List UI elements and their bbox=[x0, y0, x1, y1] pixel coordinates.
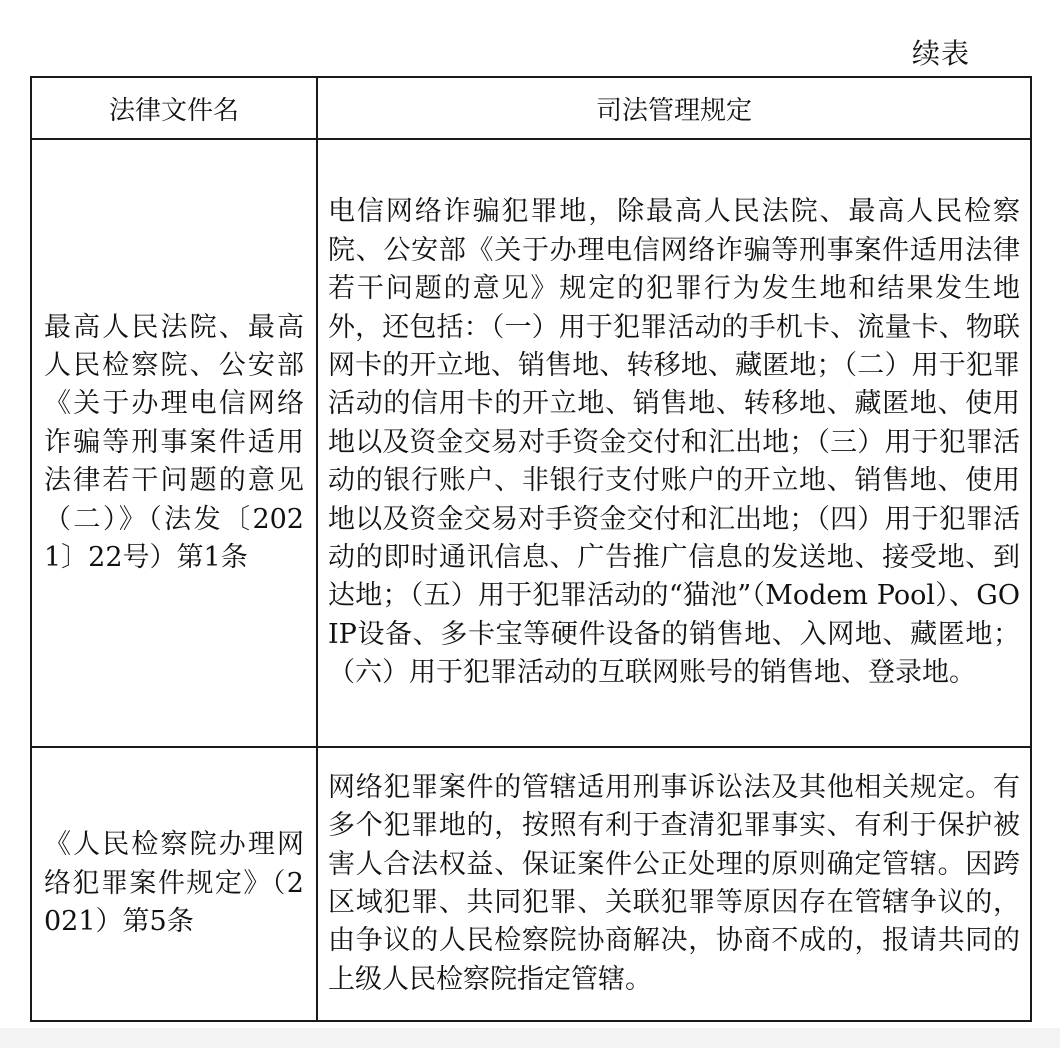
header-document-name: 法律文件名 bbox=[31, 77, 317, 139]
law-table bbox=[30, 76, 1032, 1022]
provision-cell: 网络犯罪案件的管辖适用刑事诉讼法及其他相关规定。有多个犯罪地的，按照有利于查清犯罪事实、有利于保护被害人合法权益、保证案件公正处理的原则确定管辖。因跨区域犯罪、共同犯罪、关联犯罪等原因存在管辖争议的，由争议的人民检察院协商解决，协商不成的，报请共同的上级人民检察院指定管辖。 bbox=[317, 747, 1031, 1021]
page-bottom-band bbox=[0, 1028, 1060, 1048]
table-row bbox=[31, 139, 1031, 747]
document-name-cell: 《人民检察院办理网络犯罪案件规定》（2021）第5条 bbox=[31, 747, 317, 1021]
document-name-cell: 最高人民法院、最高人民检察院、公安部《关于办理电信网络诈骗等刑事案件适用法律若干问题的意见（二）》（法发〔2021〕22号）第1条 bbox=[31, 139, 317, 747]
table-header-row bbox=[31, 77, 1031, 139]
table-row bbox=[31, 747, 1031, 1021]
provision-cell: 电信网络诈骗犯罪地，除最高人民法院、最高人民检察院、公安部《关于办理电信网络诈骗等刑事案件适用法律若干问题的意见》规定的犯罪行为发生地和结果发生地外，还包括：（一）用于犯罪活动的手机卡、流量卡、物联网卡的开立地、销售地、转移地、藏匿地；（二）用于犯罪活动的信用卡的开立地、销售地、转移地、藏匿地、使用地以及资金交易对手资金交付和汇出地；（三）用于犯罪活动的银行账户、非银行支付账户的开立地、销售地、使用地以及资金交易对手资金交付和汇出地；（四）用于犯罪活动的即时通讯信息、广告推广信息的发送地、接受地、到达地；（五）用于犯罪活动的“猫池”（Modem Pool）、GOIP设备、多卡宝等硬件设备的销售地、入网地、藏匿地；（六）用于犯罪活动的互联网账号的销售地、登录地。 bbox=[317, 139, 1031, 747]
header-judicial-provision: 司法管理规定 bbox=[317, 77, 1031, 139]
continued-table-label: 续表 bbox=[912, 37, 971, 70]
